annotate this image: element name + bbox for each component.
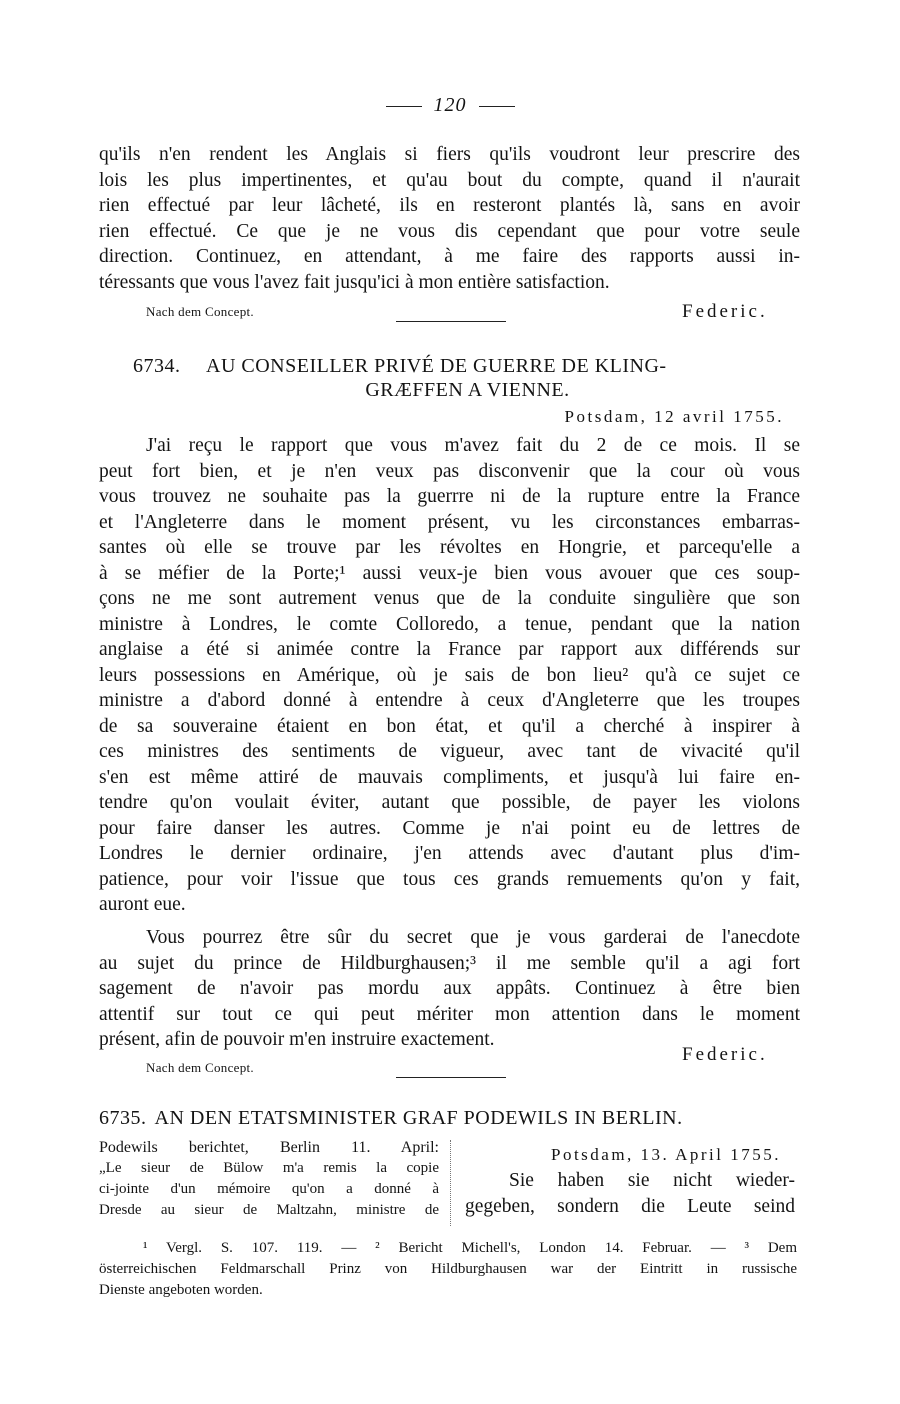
- letter-paragraph-2: [99, 925, 800, 1053]
- letter-reply-column: [465, 1168, 795, 1220]
- letter-number: 6735.: [99, 1107, 147, 1129]
- text-line: gegeben, sondern die Leute seind: [465, 1196, 795, 1217]
- signature: Federic.: [682, 1044, 768, 1065]
- text-line: anglaise a été si animée contre la France par rapport aux différends sur: [99, 639, 800, 660]
- text-line: ministre a d'abord donné à entendre à ceux d'Angleterre que les troupes: [99, 690, 800, 711]
- text-line: ces ministres des sentiments de vigueur, avec tant de vivacité qu'il: [99, 741, 800, 762]
- text-line: Sie haben sie nicht wieder-: [509, 1170, 795, 1191]
- footnotes: [99, 1238, 797, 1301]
- text-line: „Le sieur de Bülow m'a remis la copie: [99, 1160, 439, 1176]
- signature: Federic.: [682, 301, 768, 322]
- text-line: s'en est même attiré de mauvais compliments, et jusqu'à lui faire en-: [99, 766, 800, 788]
- page-number-dash-right: [479, 106, 515, 107]
- footnote-line: ¹ Vergl. S. 107. 119. — ² Bericht Michell's, London 14. Februar. — ³ Dem: [143, 1240, 797, 1256]
- text-line: peut fort bien, et je n'en veux pas disconvenir que la cour où vous: [99, 460, 800, 482]
- letter-title-line1: AU CONSEILLER PRIVÉ DE GUERRE DE KLING-: [206, 355, 667, 377]
- text-line: çons ne me sont autrement venus que de la conduite singulière que son: [99, 588, 800, 609]
- text-line: rien effectué. Ce que je ne vous dis cependant que pour votre seule: [99, 220, 800, 242]
- page-number: [0, 94, 900, 117]
- letter-heading-6735: [99, 1106, 800, 1130]
- text-line: ci-jointe d'un mémoire qu'on a donné à: [99, 1181, 439, 1197]
- page-number-text: 120: [433, 94, 467, 116]
- source-note: Nach dem Concept.: [146, 304, 254, 319]
- separator-rule: [396, 321, 506, 322]
- footnote-line: österreichischen Feldmarschall Prinz von Hildburghausen war der Eintritt in russische: [99, 1261, 797, 1277]
- text-line: attentif sur tout ce qui peut mériter mon attention dans le moment: [99, 1003, 800, 1025]
- text-line: J'ai reçu le rapport que vous m'avez fait du 2 de ce mois. Il se: [146, 435, 800, 456]
- text-line: tendre qu'on voulait éviter, autant que possible, de payer les violons: [99, 792, 800, 813]
- text-line: vous trouvez ne souhaite pas la guerrre ni de la rupture entre la France: [99, 486, 800, 507]
- report-summary-column: [99, 1137, 439, 1221]
- text-line: leurs possessions en Amérique, où je sais de bon lieu² qu'à ce sujet ce: [99, 664, 800, 686]
- text-line: Dresde au sieur de Maltzahn, ministre de: [99, 1202, 439, 1218]
- text-line: sagement de n'avoir pas mordu aux appâts. Continuez à être bien: [99, 978, 800, 999]
- text-line: présent, afin de pouvoir m'en instruire exactement.: [99, 1029, 495, 1050]
- text-line: direction. Continuez, en attendant, à me faire des rapports aussi in-: [99, 246, 800, 267]
- text-line: au sujet du prince de Hildburghausen;³ il me semble qu'il a agi fort: [99, 952, 800, 974]
- separator-rule: [396, 1077, 506, 1078]
- text-line: Londres le dernier ordinaire, j'en attends avec d'autant plus d'im-: [99, 843, 800, 864]
- text-line: pour faire danser les autres. Comme je n'ai point eu de lettres de: [99, 817, 800, 839]
- letter-title: AN DEN ETATSMINISTER GRAF PODEWILS IN BERLIN.: [154, 1107, 683, 1129]
- source-note: Nach dem Concept.: [146, 1060, 254, 1075]
- text-line: et l'Angleterre dans le moment présent, vu les circonstances embarras-: [99, 511, 800, 533]
- text-line: lois les plus impertinentes, et qu'au bout du compte, quand il n'aurait: [99, 169, 800, 191]
- text-line: de sa souveraine étaient en bon état, et qu'il a cherché à inspirer à: [99, 715, 800, 737]
- text-line: Podewils berichtet, Berlin 11. April:: [99, 1139, 439, 1156]
- text-line: à se méfier de la Porte;¹ aussi veux-je bien vous avouer que ces soup-: [99, 562, 800, 584]
- letter-paragraph-1: [99, 433, 800, 918]
- footnote-line: Dienste angeboten worden.: [99, 1282, 263, 1298]
- text-line: qu'ils n'en rendent les Anglais si fiers qu'ils voudront leur prescrire des: [99, 144, 800, 165]
- dateline: Potsdam, 12 avril 1755.: [564, 407, 784, 426]
- letter-heading-6734: [99, 354, 800, 402]
- text-line: auront eue.: [99, 894, 186, 915]
- text-line: santes où elle se trouve par les révoltes en Hongrie, et parcequ'elle a: [99, 537, 800, 558]
- text-line: rien effectué par leur lâcheté, ils en resteront plantés là, sans en avoir: [99, 195, 800, 216]
- letter-number: 6734.: [133, 355, 181, 377]
- text-line: patience, pour voir l'issue que tous ces grands remuements qu'on y fait,: [99, 868, 800, 890]
- text-line: ministre à Londres, le comte Colloredo, a tenue, pendant que la nation: [99, 613, 800, 635]
- column-divider: [450, 1140, 451, 1226]
- continuation-text: [99, 142, 800, 295]
- page-number-dash-left: [386, 106, 422, 107]
- text-line: Vous pourrez être sûr du secret que je vous garderai de l'anecdote: [146, 927, 800, 948]
- text-line: téressants que vous l'avez fait jusqu'ici à mon entière satisfaction.: [99, 271, 610, 293]
- letter-title-line2: GRÆFFEN A VIENNE.: [365, 379, 570, 401]
- dateline: Potsdam, 13. April 1755.: [551, 1145, 782, 1164]
